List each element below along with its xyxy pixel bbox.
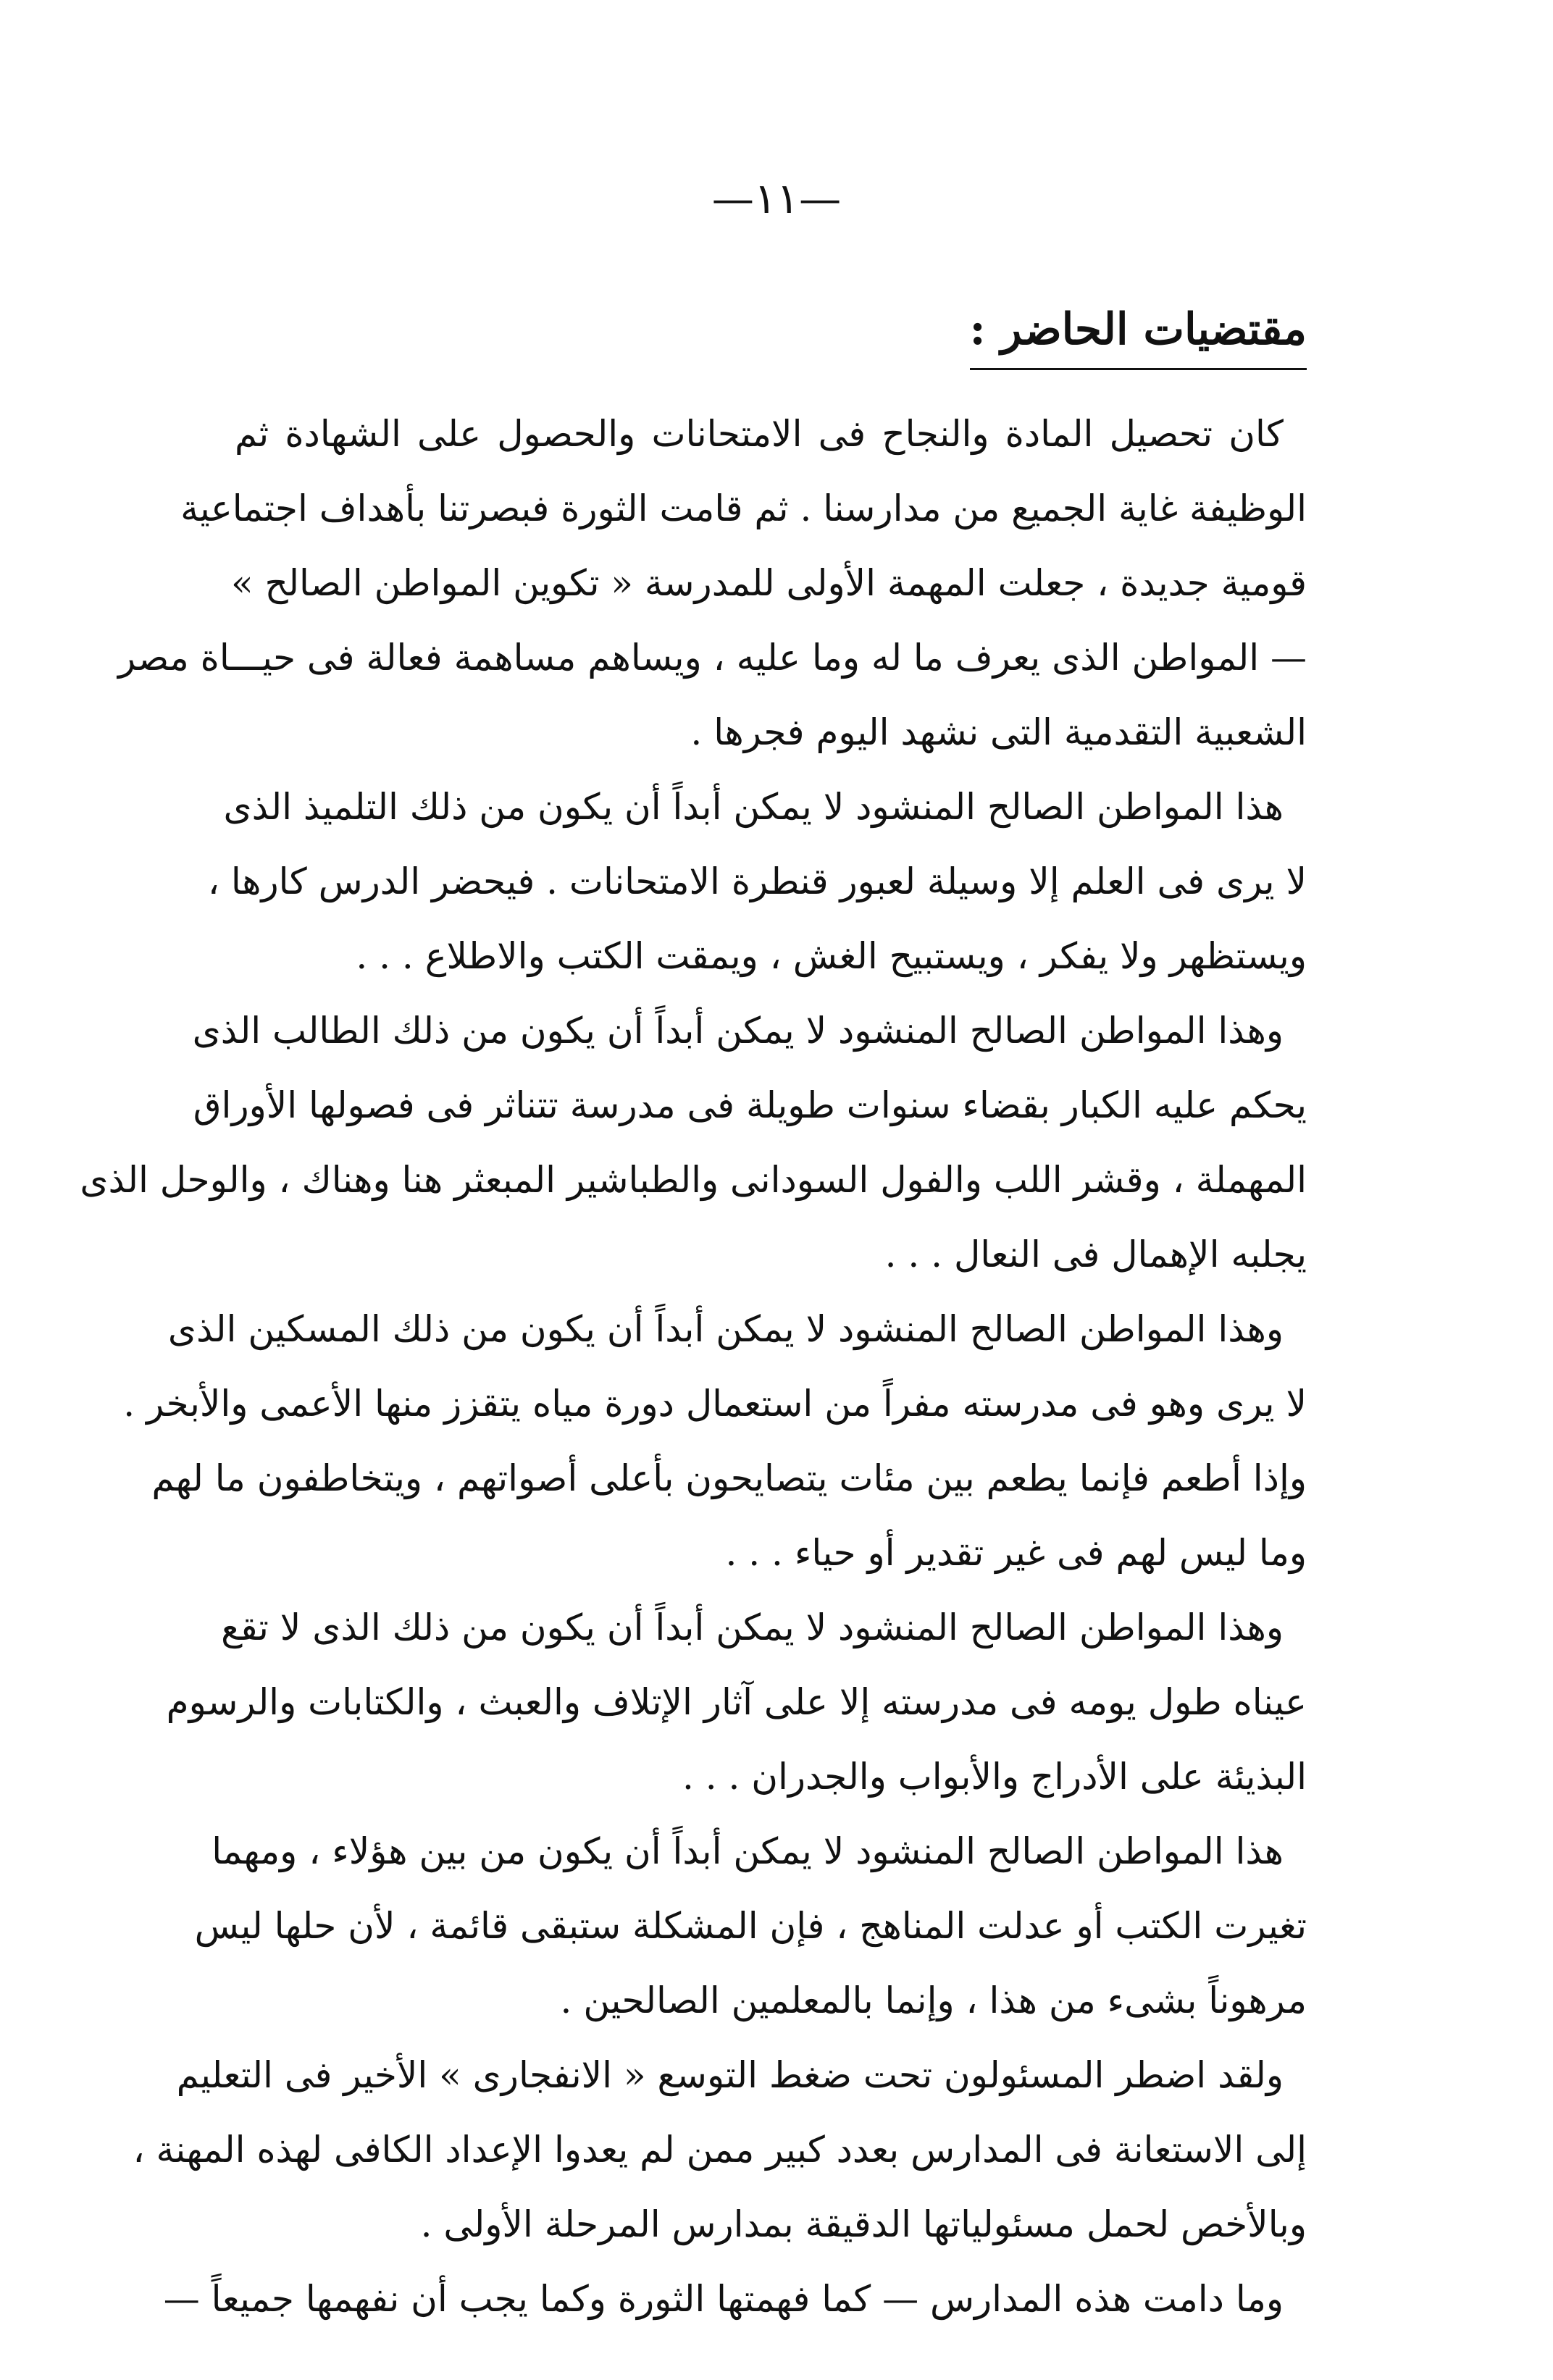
paragraph	[80, 994, 1307, 1292]
paragraph	[123, 1292, 1307, 1591]
paragraph	[118, 397, 1307, 770]
text-line: المهملة ، وقشر اللب والفول السودانى والطباشير المبعثر هنا وهناك ، والوحل الذى	[80, 1159, 1307, 1201]
text-line: وما دامت هذه المدارس — كما فهمتها الثورة وكما يجب أن نفهمها جميعاً —	[163, 2278, 1284, 2320]
text-line: كان تحصيل المادة والنجاح فى الامتحانات والحصول على الشهادة ثم	[235, 413, 1284, 455]
paragraph	[163, 2262, 1307, 2337]
text-line: لا يرى فى العلم إلا وسيلة لعبور قنطرة الامتحانات . فيحضر الدرس كارها ،	[207, 860, 1307, 902]
text-line: وما ليس لهم فى غير تقدير أو حياء . . .	[725, 1532, 1307, 1574]
text-line: هذا المواطن الصالح المنشود لا يمكن أبداً أن يكون من ذلك التلميذ الذى	[223, 786, 1284, 828]
text-line: وهذا المواطن الصالح المنشود لا يمكن أبداً أن يكون من ذلك الطالب الذى	[192, 1010, 1284, 1052]
text-line: لا يرى وهو فى مدرسته مفراً من استعمال دورة مياه يتقزز منها الأعمى والأبخر .	[123, 1383, 1307, 1425]
text-line: مرهوناً بشىء من هذا ، وإنما بالمعلمين الصالحين .	[560, 1979, 1307, 2021]
section-heading: مقتضيات الحاضر :	[970, 304, 1307, 370]
text-line: — المواطن الذى يعرف ما له وما عليه ، ويساهم مساهمة فعالة فى حيـــاة مصر	[118, 637, 1307, 679]
paragraph	[207, 770, 1307, 994]
text-line: وبالأخص لحمل مسئولياتها الدقيقة بمدارس المرحلة الأولى .	[420, 2203, 1307, 2245]
text-line: قومية جديدة ، جعلت المهمة الأولى للمدرسة « تكوين المواطن الصالح »	[231, 562, 1307, 604]
text-line: عيناه طول يومه فى مدرسته إلا على آثار الإتلاف والعبث ، والكتابات والرسوم	[166, 1681, 1307, 1723]
text-line: يجلبه الإهمال فى النعال . . .	[884, 1233, 1307, 1275]
paragraph	[166, 1591, 1307, 1814]
text-line: وإذا أطعم فإنما يطعم بين مئات يتصايحون بأعلى أصواتهم ، ويتخاطفون ما لهم	[151, 1457, 1307, 1499]
text-line: الوظيفة غاية الجميع من مدارسنا . ثم قامت الثورة فبصرتنا بأهداف اجتماعية	[180, 487, 1307, 529]
text-line: يحكم عليه الكبار بقضاء سنوات طويلة فى مدرسة تتناثر فى فصولها الأوراق	[193, 1084, 1307, 1126]
text-line: وهذا المواطن الصالح المنشود لا يمكن أبداً أن يكون من ذلك المسكين الذى	[167, 1308, 1284, 1350]
text-line: البذيئة على الأدراج والأبواب والجدران . . .	[682, 1756, 1307, 1798]
text-line: ولقد اضطر المسئولون تحت ضغط التوسع « الانفجارى » الأخير فى التعليم	[176, 2054, 1284, 2096]
text-line: الشعبية التقدمية التى نشهد اليوم فجرها .	[690, 711, 1307, 753]
paragraph	[133, 2038, 1307, 2262]
body-text	[80, 397, 1307, 2337]
text-line: وهذا المواطن الصالح المنشود لا يمكن أبداً أن يكون من ذلك الذى لا تقع	[221, 1606, 1284, 1648]
text-line: ويستظهر ولا يفكر ، ويستبيح الغش ، ويمقت الكتب والاطلاع . . .	[356, 935, 1307, 977]
text-line: هذا المواطن الصالح المنشود لا يمكن أبداً أن يكون من بين هؤلاء ، ومهما	[212, 1830, 1284, 1872]
page-number: —١١—	[711, 174, 842, 223]
text-line: إلى الاستعانة فى المدارس بعدد كبير ممن لم يعدوا الإعداد الكافى لهذه المهنة ،	[133, 2129, 1307, 2171]
text-line: تغيرت الكتب أو عدلت المناهج ، فإن المشكلة ستبقى قائمة ، لأن حلها ليس	[194, 1905, 1307, 1947]
paragraph	[194, 1814, 1307, 2038]
